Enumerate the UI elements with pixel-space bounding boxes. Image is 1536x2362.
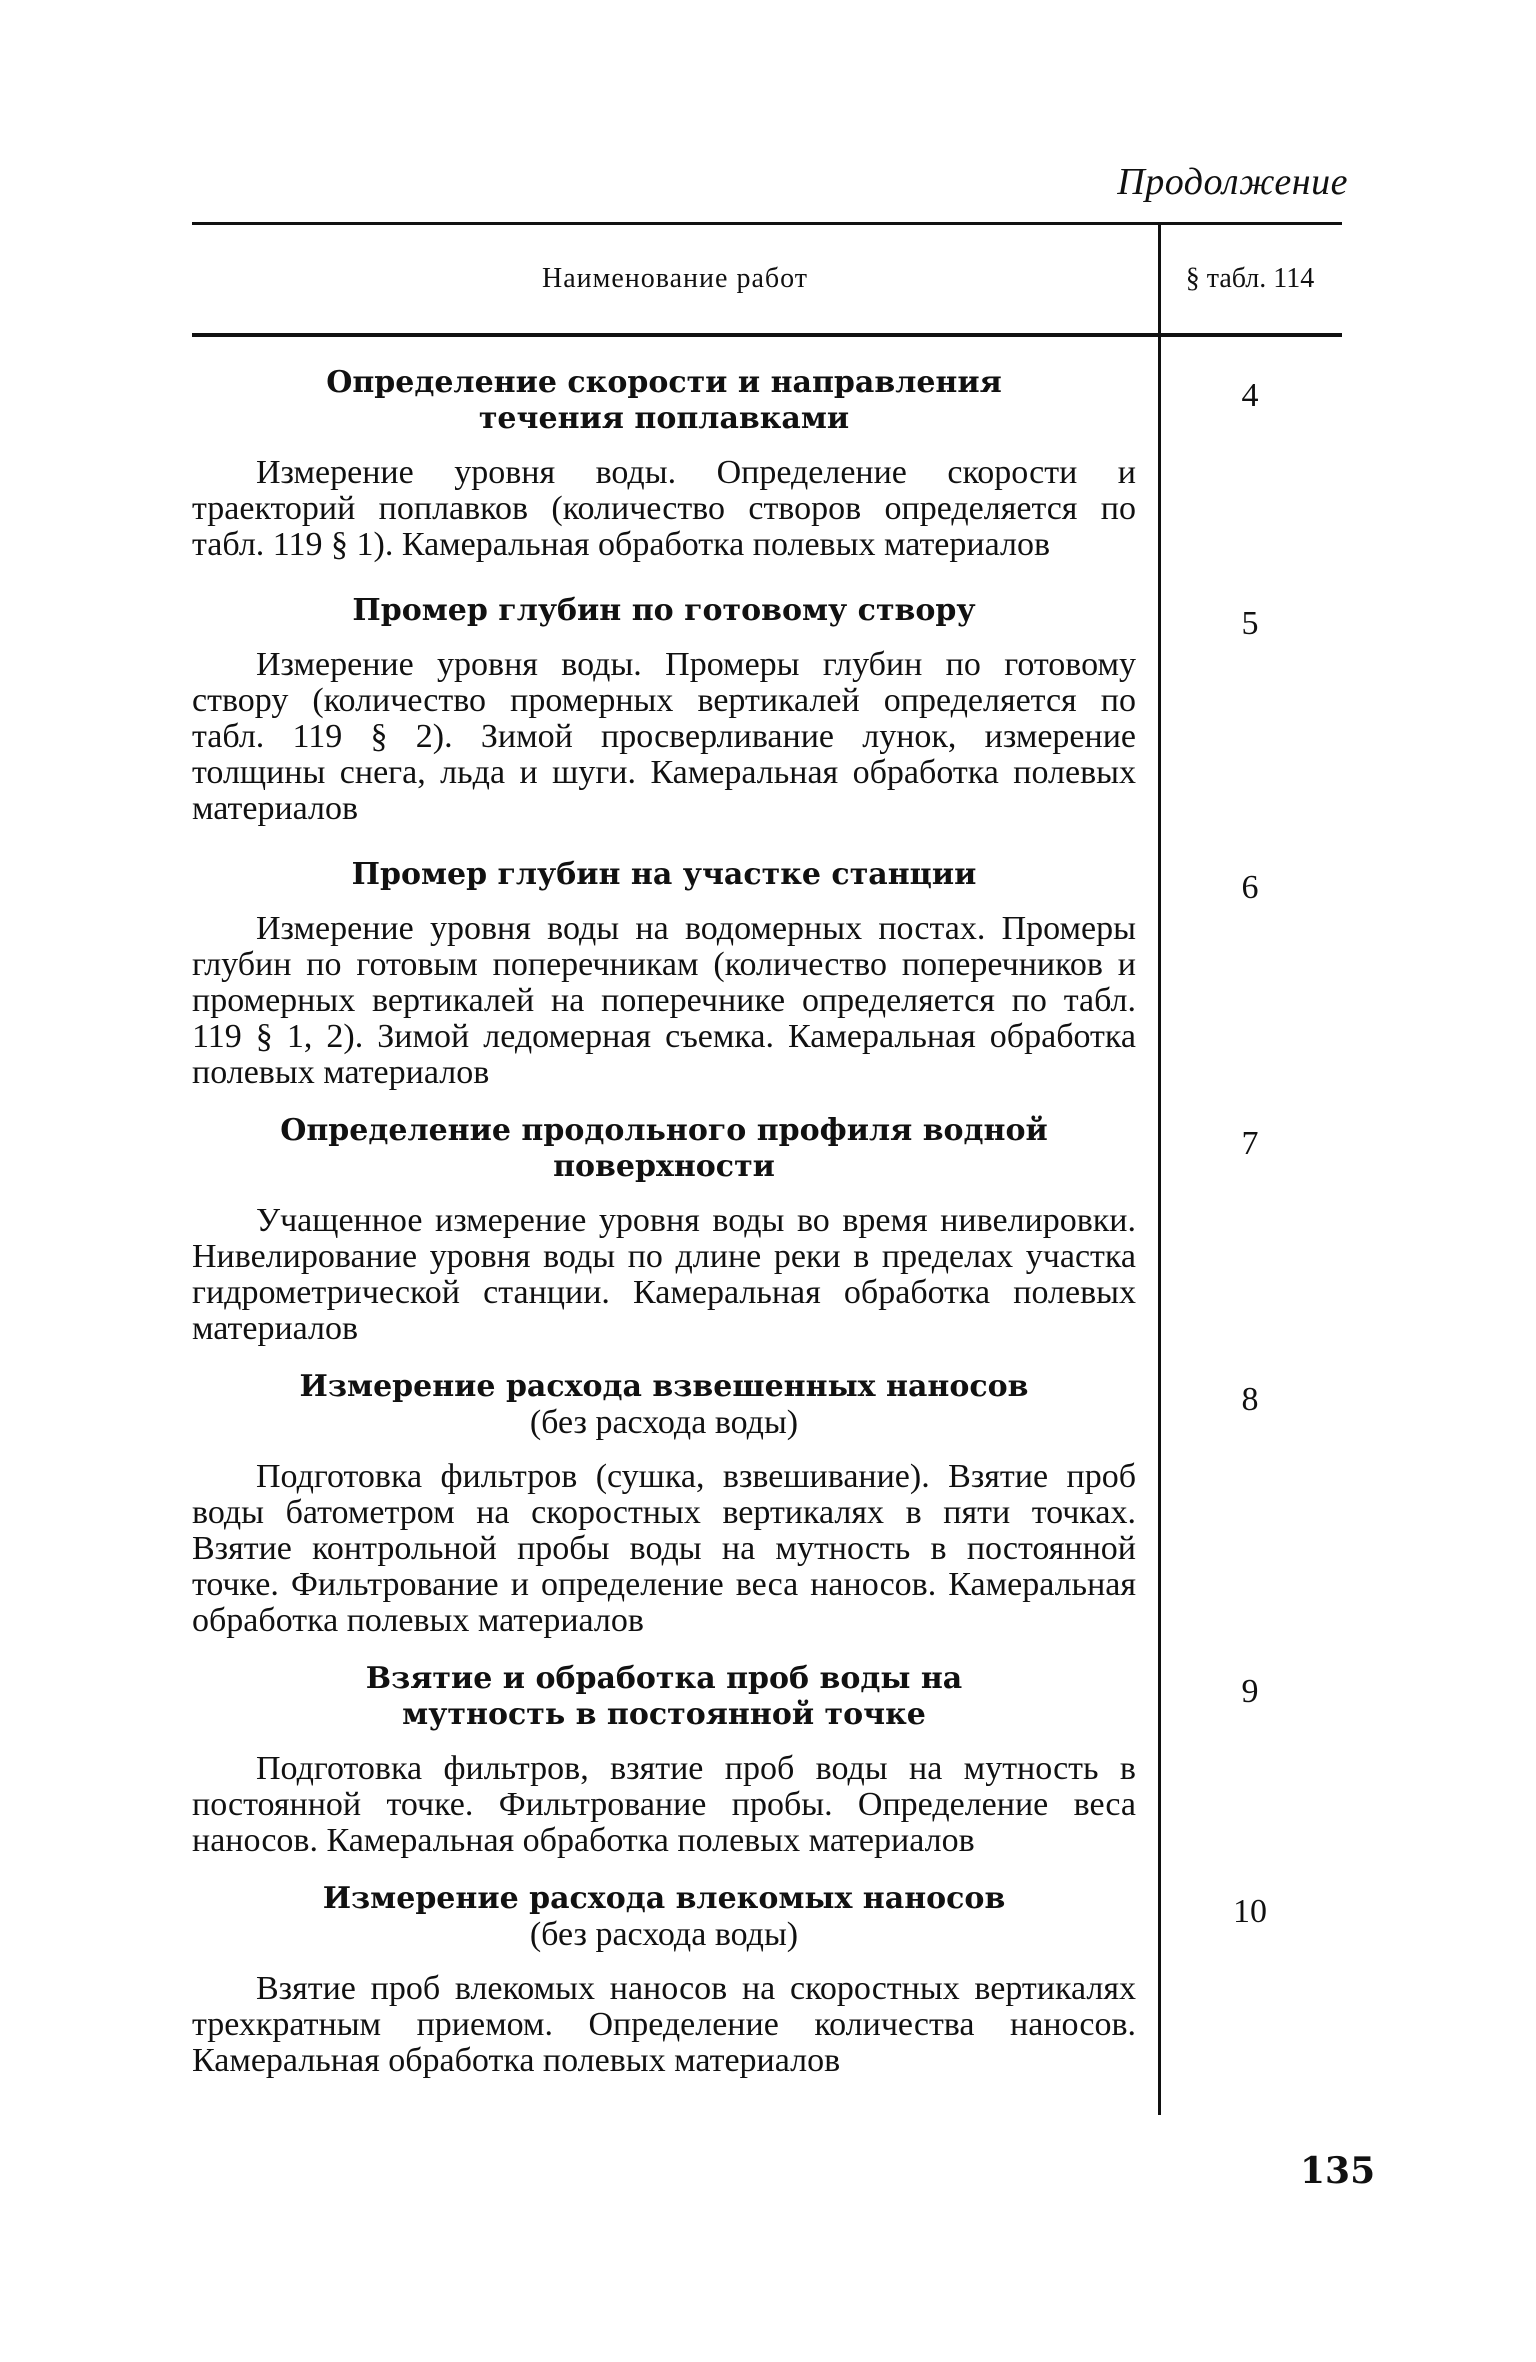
row-ref-number: 7 <box>1241 1125 1259 1162</box>
row-ref-number: 4 <box>1241 377 1259 414</box>
row-content <box>192 857 1158 1091</box>
row-text: Учащенное измерение уровня воды во время нивелировки. Нивелирование уровня воды по длине реки в пределах участка гидрометрической станции. Камеральная обработка полевых материалов <box>192 1202 1136 1347</box>
row-title: Измерение расхода взвешенных наносов <box>299 1369 1029 1404</box>
row-title: Промер глубин по готовому створу <box>352 593 976 628</box>
row-ref-number: 9 <box>1241 1673 1259 1710</box>
row-content <box>192 1881 1158 2079</box>
row-text: Взятие проб влекомых наносов на скоростных вертикалях трехкратным приемом. Определение количества наносов. Камеральная обработка полевых материалов <box>192 1970 1136 2079</box>
works-table <box>192 222 1342 2079</box>
row-title: Измерение расхода влекомых наносов <box>322 1881 1006 1916</box>
table-row <box>192 1369 1342 1639</box>
row-text: Измерение уровня воды. Определение скорости и траекторий поплавков (количество створов определяется по табл. 119 § 1). Камеральная обработка полевых материалов <box>192 454 1136 563</box>
row-text: Подготовка фильтров (сушка, взвешивание). Взятие проб воды батометром на скоростных вертикалях в пяти точках. Взятие контрольной пробы воды на мутность в постоянной точке. Фильтрование и определение веса наносов. Камеральная обработка полевых материалов <box>192 1458 1136 1639</box>
table-row <box>192 857 1342 1091</box>
table-body <box>192 365 1342 2079</box>
table-row <box>192 1113 1342 1347</box>
row-content <box>192 593 1158 827</box>
table-header-rule <box>192 333 1342 337</box>
row-title: Взятие и обработка проб воды на мутность в постоянной точке <box>365 1661 963 1732</box>
row-content <box>192 1369 1158 1639</box>
row-text: Подготовка фильтров, взятие проб воды на мутность в постоянной точке. Фильтрование пробы. Определение веса наносов. Камеральная обработка полевых материалов <box>192 1750 1136 1859</box>
header-col-ref: § табл. 114 <box>1185 263 1315 294</box>
row-content <box>192 1113 1158 1347</box>
row-title: Промер глубин на участке станции <box>351 857 977 892</box>
table-row <box>192 365 1342 563</box>
row-ref-number: 10 <box>1233 1893 1267 1930</box>
table-row <box>192 1661 1342 1859</box>
row-ref-number: 8 <box>1241 1381 1259 1418</box>
row-title: Определение скорости и направления течения поплавками <box>326 365 1002 436</box>
row-text: Измерение уровня воды на водомерных постах. Промеры глубин по готовым поперечникам (количество поперечников и промерных вертикалей на поперечнике определяется по табл. 119 § 1, 2). Зимой ледомерная съемка. Камеральная обработка полевых материалов <box>192 910 1136 1091</box>
row-subtitle: (без расхода воды) <box>529 1404 799 1441</box>
row-content <box>192 365 1158 563</box>
page-number: 135 <box>1300 2150 1376 2192</box>
continuation-label: Продолжение <box>1117 161 1348 203</box>
row-ref-number: 5 <box>1241 605 1259 642</box>
row-title: Определение продольного профиля водной поверхности <box>280 1113 1048 1184</box>
table-row <box>192 593 1342 827</box>
header-col-name: Наименование работ <box>542 263 808 294</box>
table-row <box>192 1881 1342 2079</box>
table-header <box>192 225 1342 333</box>
row-subtitle: (без расхода воды) <box>529 1916 799 1953</box>
row-content <box>192 1661 1158 1859</box>
row-ref-number: 6 <box>1241 869 1259 906</box>
row-text: Измерение уровня воды. Промеры глубин по готовому створу (количество промерных вертикалей определяется по табл. 119 § 2). Зимой просверливание лунок, измерение толщины снега, льда и шуги. Камеральная обработка полевых материалов <box>192 646 1136 827</box>
